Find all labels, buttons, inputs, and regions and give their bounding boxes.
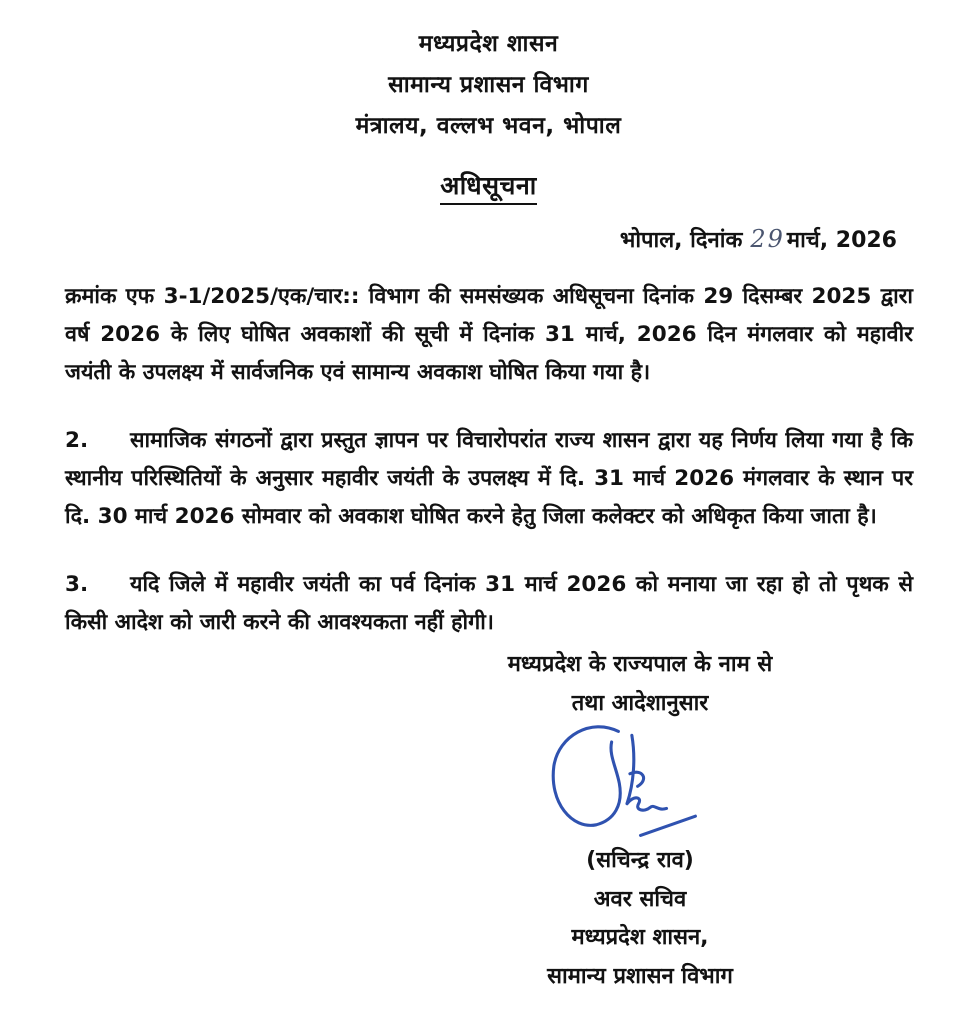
paragraph-3 (65, 566, 913, 642)
paragraph-2-number: 2. (65, 428, 89, 453)
paragraph-3-number: 3. (65, 572, 89, 597)
paragraph-2 (65, 422, 913, 536)
date-prefix: भोपाल, दिनांक (619, 228, 743, 253)
letterhead-department-name: सामान्य प्रशासन विभाग (388, 72, 589, 98)
signatory-designation: अवर सचिव (593, 886, 687, 912)
paragraph-1-text: क्रमांक एफ 3-1/2025/एक/चार:: विभाग की समसंख्यक अधिसूचना दिनांक 29 दिसम्बर 2025 द्वारा वर्ष 2026 के लिए घोषित अवकाशों की सूची में दिनांक 31 मार्च, 2026 दिन मंगलवार को महावीर जयंती के उपलक्ष्य में सार्वजनिक एवं सामान्य अवकाश घोषित किया गया है। (65, 284, 913, 385)
closing-line-1: मध्यप्रदेश के राज्यपाल के नाम से (507, 652, 773, 677)
letterhead-government-name: मध्यप्रदेश शासन (418, 31, 559, 57)
letterhead (0, 24, 977, 147)
signature-icon (538, 716, 718, 846)
closing-authority-block (420, 645, 860, 723)
paragraph-3-text: यदि जिले में महावीर जयंती का पर्व दिनांक 31 मार्च 2026 को मनाया जा रहा हो तो पृथक से किसी आदेश को जारी करने की आवश्यकता नहीं होगी। (65, 572, 913, 635)
handwritten-signature (538, 716, 718, 846)
signatory-org-line-1: मध्यप्रदेश शासन, (571, 925, 709, 950)
letterhead-address: मंत्रालय, वल्लभ भवन, भोपाल (355, 113, 622, 139)
notification-body (65, 278, 913, 672)
signatory-name: (सचिन्द्र राव) (586, 848, 694, 873)
date-suffix: मार्च, 2026 (786, 228, 897, 253)
signatory-org-line-2: सामान्य प्रशासन विभाग (547, 963, 733, 989)
place-date-line (620, 224, 897, 254)
paragraph-2-text: सामाजिक संगठनों द्वारा प्रस्तुत ज्ञापन पर विचारोपरांत राज्य शासन द्वारा यह निर्णय लिया गया है कि स्थानीय परिस्थितियों के अनुसार महावीर जयंती के उपलक्ष्य में दि. 31 मार्च 2026 मंगलवार के स्थान पर दि. 30 मार्च 2026 सोमवार को अवकाश घोषित करने हेतु जिला कलेक्टर को अधिकृत किया जाता है। (65, 428, 913, 529)
closing-line-2: तथा आदेशानुसार (571, 691, 709, 716)
document-title-text: अधिसूचना (440, 168, 537, 205)
document-title (0, 168, 977, 205)
paragraph-1 (65, 278, 913, 392)
signatory-block (420, 842, 860, 996)
handwritten-day-number: 29 (750, 225, 785, 253)
